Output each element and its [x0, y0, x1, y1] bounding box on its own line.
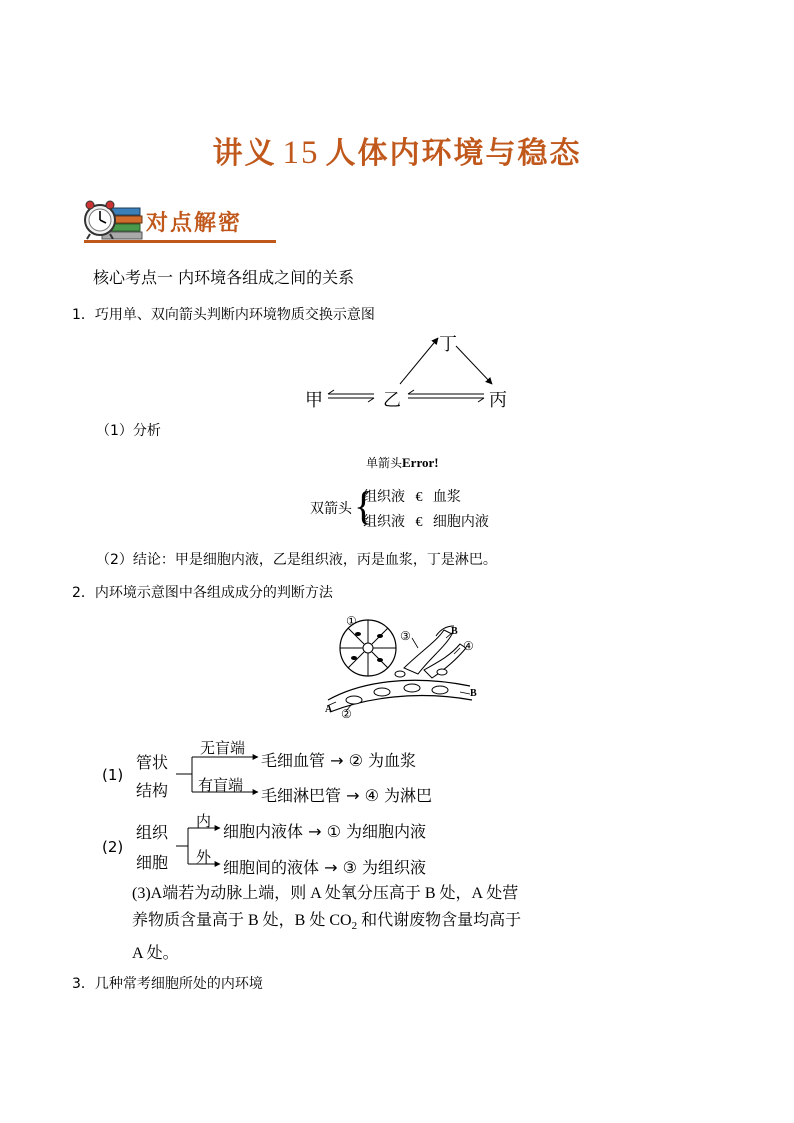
- row2-result1: 细胞内液体 → ① 为细胞内液: [223, 822, 427, 841]
- section-title: 对点解密: [146, 210, 243, 236]
- pair1: [363, 486, 461, 506]
- node-bing: 丙: [489, 390, 507, 411]
- row1-result2: 毛细淋巴管 → ④ 为淋巴: [261, 786, 433, 805]
- row2-category-line1: 组织: [136, 823, 169, 842]
- paragraph-3-text-a: (3)A端若为动脉上端，则 A 处氧分压高于 B 处，A 处营养物质含量高于 B 处，B 处 CO: [132, 885, 519, 929]
- row1-category-line2: 结构: [136, 781, 169, 800]
- figure-label-c3: ③: [400, 629, 411, 643]
- figure-label-b2: B: [470, 688, 477, 699]
- figure-label-c4: ④: [463, 639, 474, 653]
- row2-result2: 细胞间的液体 → ③ 为组织液: [223, 858, 427, 877]
- row1-branch2: 有盲端: [198, 776, 244, 794]
- pair1-symbol: €: [415, 490, 423, 505]
- classification-row-2: [96, 812, 516, 878]
- paragraph-3-text-b: 和代谢废物含量均高于 A 处。: [132, 912, 522, 963]
- pair2-right: 细胞内液: [432, 514, 489, 530]
- title-prefix: 讲义: [212, 136, 277, 171]
- title-text: 人体内环境与稳态: [325, 136, 582, 171]
- error-text: Error!: [402, 455, 439, 470]
- single-arrow-label: 单箭头: [366, 456, 403, 470]
- classification-row-1: [96, 740, 516, 804]
- subsection-heading: 核心考点一 内环境各组成之间的关系: [93, 268, 355, 287]
- tissue-figure: [320, 612, 500, 722]
- row1-branch1: 无盲端: [200, 739, 246, 757]
- figure-label-c1: ①: [346, 614, 357, 628]
- item2-label: 2．内环境示意图中各组成成分的判断方法: [72, 585, 333, 601]
- brace-icon: {: [354, 483, 374, 528]
- single-arrow-line: [366, 454, 439, 471]
- section-underline: [84, 240, 276, 243]
- node-yi: 乙: [383, 390, 401, 411]
- exchange-diagram: [300, 328, 520, 414]
- row1-result1: 毛细血管 → ② 为血浆: [261, 751, 417, 770]
- node-ding: 丁: [439, 334, 457, 355]
- title-number: 15: [282, 135, 320, 171]
- row1-number: (1): [102, 766, 124, 784]
- page-title: [0, 128, 794, 172]
- pair2: [363, 511, 489, 531]
- pair1-right: 血浆: [432, 489, 461, 505]
- clock-and-books-icon: [82, 196, 144, 242]
- pair1-left: 组织液: [363, 489, 405, 505]
- figure-label-b: B: [451, 626, 458, 637]
- conclusion-text: （2）结论：甲是细胞内液，乙是组织液，丙是血浆，丁是淋巴。: [96, 552, 497, 568]
- item3-label: 3．几种常考细胞所处的内环境: [72, 976, 263, 992]
- row1-category-line1: 管状: [136, 753, 169, 772]
- row2-branch1: 内: [196, 812, 212, 830]
- row2-number: (2): [102, 838, 124, 856]
- double-arrow-label: 双箭头: [310, 501, 352, 517]
- analysis-label: （1）分析: [96, 423, 161, 439]
- paragraph-3: [132, 880, 522, 967]
- node-jia: 甲: [305, 390, 323, 411]
- figure-label-a: A: [325, 704, 333, 715]
- row2-branch2: 外: [196, 848, 212, 866]
- row2-category-line2: 细胞: [136, 853, 169, 872]
- pair2-left: 组织液: [363, 514, 405, 530]
- figure-label-c2: ②: [341, 707, 352, 721]
- item1-label: 1．巧用单、双向箭头判断内环境物质交换示意图: [72, 307, 375, 323]
- pair2-symbol: €: [415, 515, 423, 530]
- paragraph-3-subscript: 2: [351, 920, 358, 933]
